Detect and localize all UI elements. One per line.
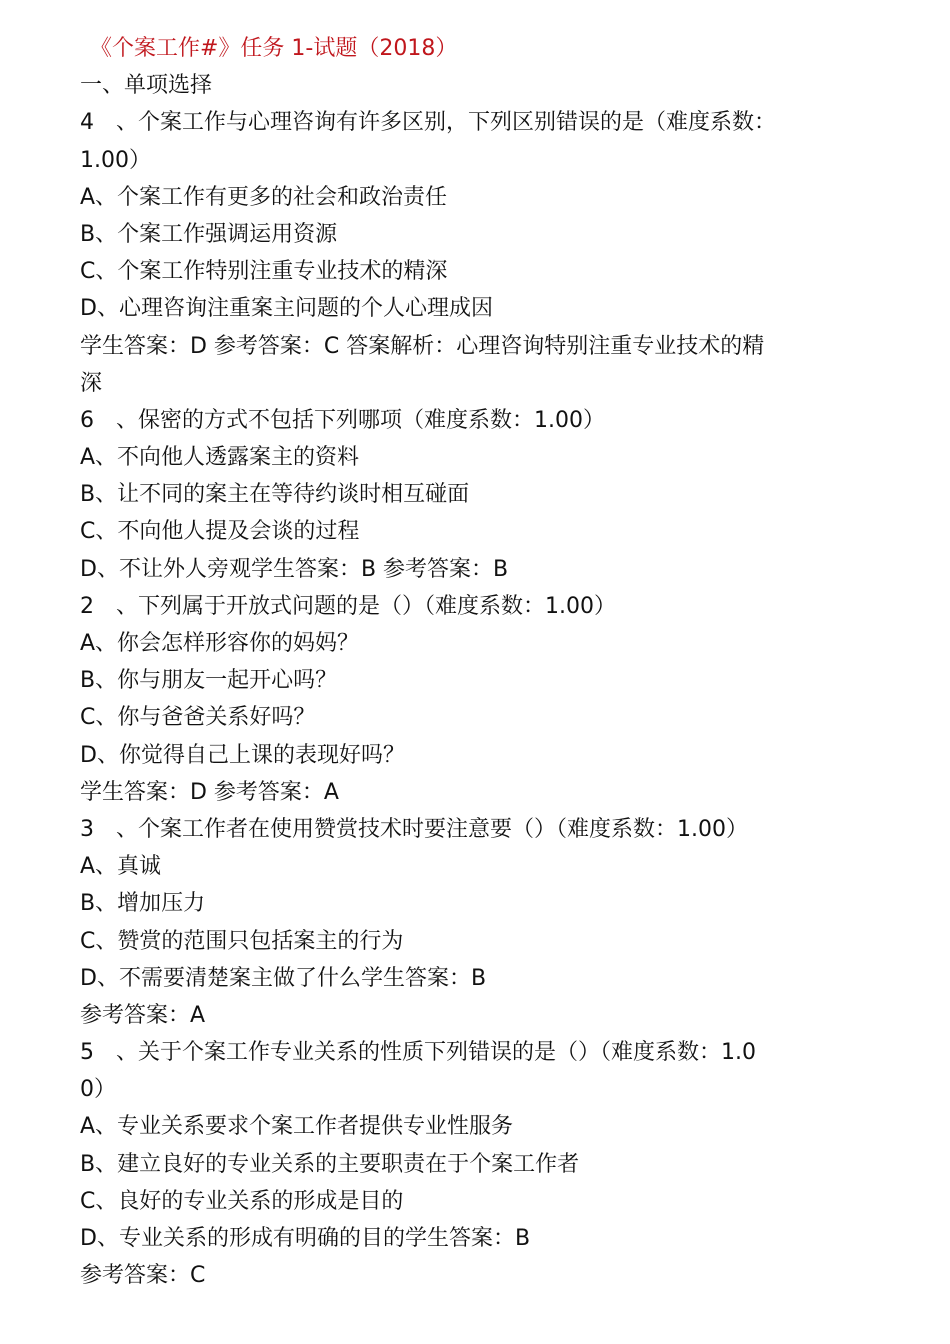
text-line: D、你觉得自己上课的表现好吗？ — [80, 742, 405, 768]
text-line: B、建立良好的专业关系的主要职责在于个案工作者 — [80, 1151, 580, 1177]
text-line: D、专业关系的形成有明确的目的学生答案：B — [80, 1226, 531, 1251]
text-line: 0） — [80, 1077, 116, 1103]
text-line: A、专业关系要求个案工作者提供专业性服务 — [80, 1114, 514, 1140]
text-line: C、良好的专业关系的形成是目的 — [80, 1188, 404, 1214]
text-line: 5 、关于个案工作专业关系的性质下列错误的是（）（难度系数：1.0 — [80, 1040, 756, 1066]
text-line: B、增加压力 — [80, 891, 206, 917]
text-line: D、不需要清楚案主做了什么学生答案：B — [80, 965, 487, 991]
text-line: 参考答案：C — [80, 1263, 206, 1289]
document-page — [80, 30, 900, 1294]
text-line: B、让不同的案主在等待约谈时相互碰面 — [80, 482, 470, 508]
text-line: 6 、保密的方式不包括下列哪项（难度系数：1.00） — [80, 407, 605, 433]
text-line: A、不向他人透露案主的资料 — [80, 445, 360, 471]
text-line: 学生答案：D 参考答案：C 答案解析：心理咨询特别注重专业技术的精 — [80, 333, 765, 359]
text-line: 深 — [80, 370, 103, 396]
text-line: A、个案工作有更多的社会和政治责任 — [80, 184, 448, 210]
text-line: C、赞赏的范围只包括案主的行为 — [80, 928, 404, 954]
section-heading: 一、单项选择 — [80, 73, 213, 99]
text-line: 学生答案：D 参考答案：A — [80, 779, 339, 805]
text-line: A、你会怎样形容你的妈妈？ — [80, 631, 360, 656]
text-line: 3 、个案工作者在使用赞赏技术时要注意要（）（难度系数：1.00） — [80, 816, 748, 842]
text-line: C、个案工作特别注重专业技术的精深 — [80, 259, 448, 285]
text-line: C、你与爸爸关系好吗？ — [80, 705, 316, 731]
text-line: B、你与朋友一起开心吗？ — [80, 668, 338, 694]
text-line: D、不让外人旁观学生答案：B 参考答案：B — [80, 556, 509, 582]
text-line: D、心理咨询注重案主问题的个人心理成因 — [80, 296, 493, 322]
text-line: 参考答案：A — [80, 1002, 206, 1028]
text-line: A、真诚 — [80, 854, 162, 880]
text-line: C、不向他人提及会谈的过程 — [80, 519, 360, 545]
text-line: B、个案工作强调运用资源 — [80, 221, 338, 247]
document-title: 《个案工作#》任务 1-试题（2018） — [90, 36, 458, 61]
text-line: 1.00） — [80, 147, 151, 173]
text-line: 2 、下列属于开放式问题的是（）（难度系数：1.00） — [80, 593, 616, 619]
text-line: 4 、个案工作与心理咨询有许多区别，下列区别错误的是（难度系数： — [80, 110, 776, 136]
